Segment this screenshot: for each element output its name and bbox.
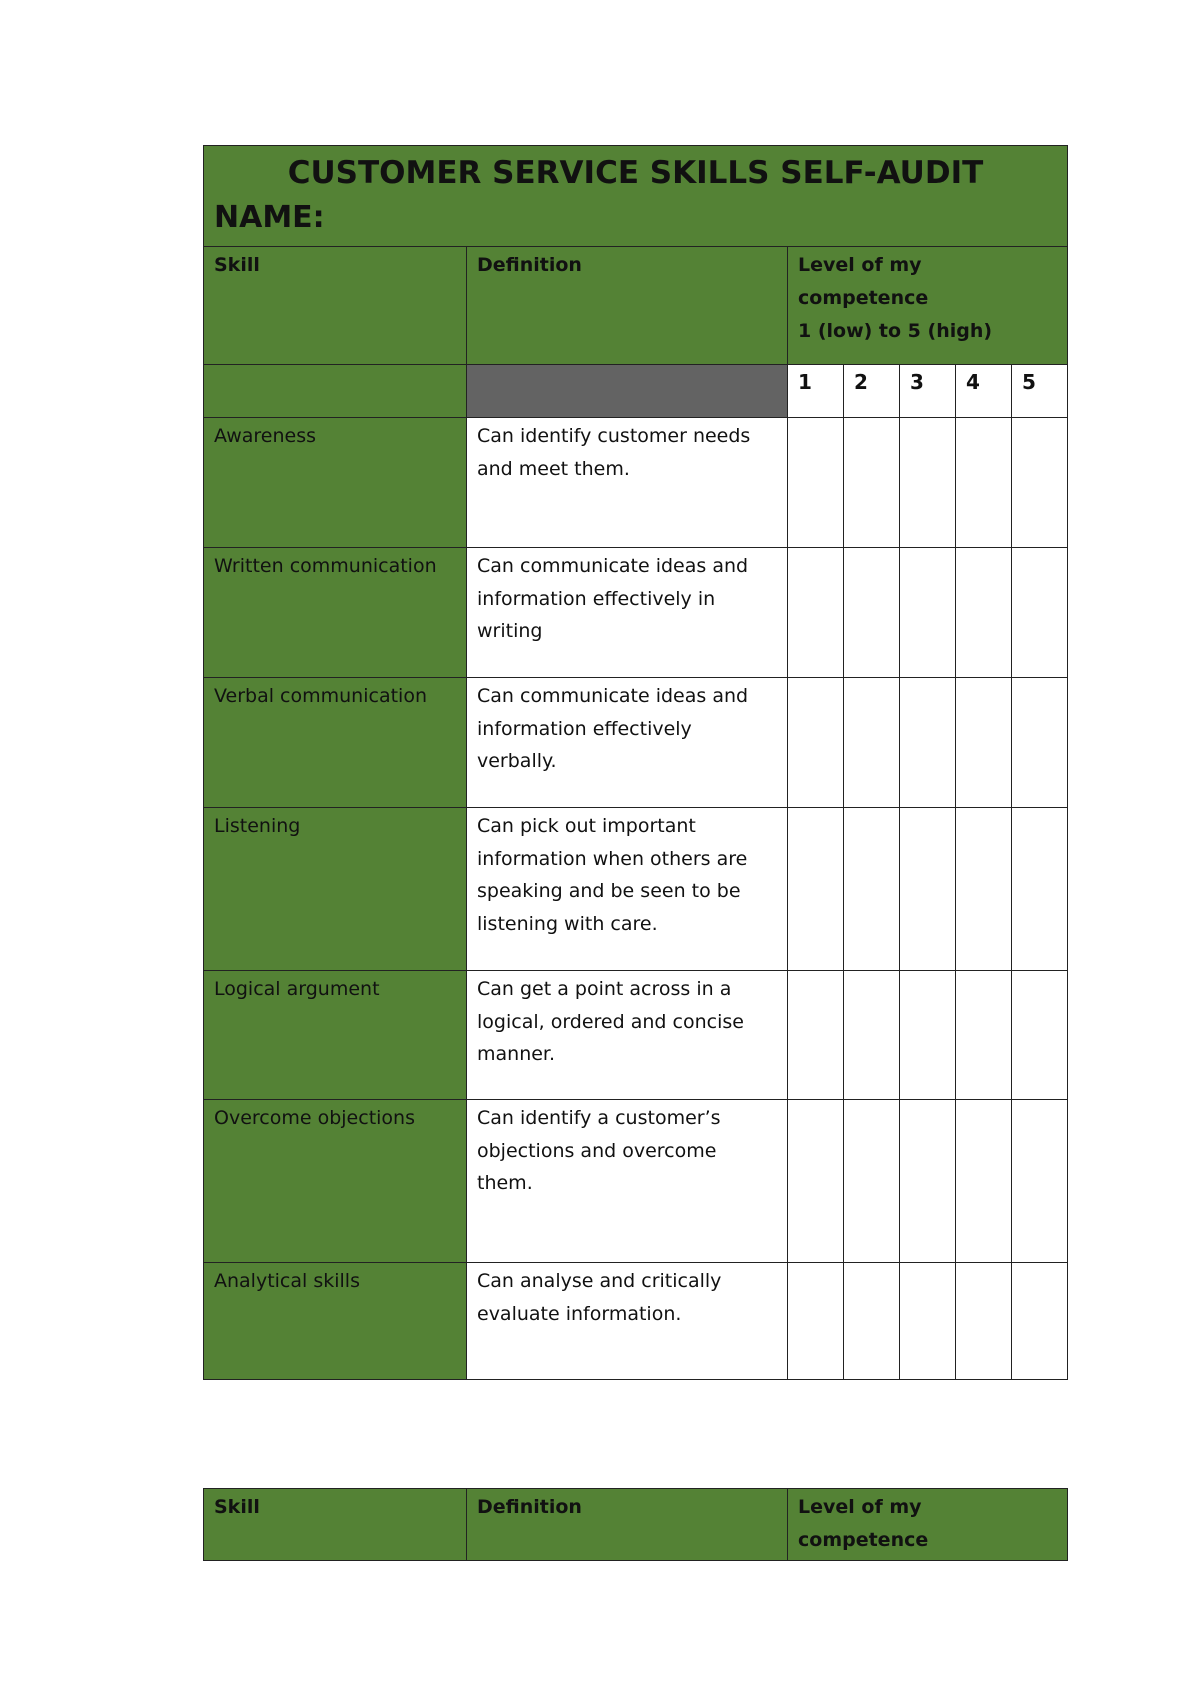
skill-cell: Analytical skills xyxy=(204,1263,467,1380)
skills-audit-table xyxy=(203,145,1068,1380)
table-row xyxy=(204,418,1068,548)
rating-cell-3[interactable] xyxy=(900,678,956,808)
definition-cell: Can pick out important information when others are speaking and be seen to be listening with care. xyxy=(467,808,788,971)
header-skill: Skill xyxy=(204,1489,467,1561)
rating-cell-5[interactable] xyxy=(1012,808,1068,971)
rating-cell-4[interactable] xyxy=(956,1100,1012,1263)
rating-cell-3[interactable] xyxy=(900,1100,956,1263)
rating-cell-3[interactable] xyxy=(900,971,956,1100)
definition-cell: Can get a point across in a logical, ordered and concise manner. xyxy=(467,971,788,1100)
rating-cell-4[interactable] xyxy=(956,678,1012,808)
rating-cell-5[interactable] xyxy=(1012,418,1068,548)
table-row xyxy=(204,1263,1068,1380)
header-definition: Definition xyxy=(467,247,788,365)
rating-cell-3[interactable] xyxy=(900,418,956,548)
rating-cell-5[interactable] xyxy=(1012,971,1068,1100)
level-row-skill-blank xyxy=(204,365,467,418)
level-2-header: 2 xyxy=(844,365,900,418)
rating-cell-2[interactable] xyxy=(844,1100,900,1263)
rating-cell-2[interactable] xyxy=(844,678,900,808)
definition-cell: Can identify a customer’s objections and overcome them. xyxy=(467,1100,788,1263)
rating-cell-1[interactable] xyxy=(788,678,844,808)
rating-cell-4[interactable] xyxy=(956,1263,1012,1380)
rating-cell-1[interactable] xyxy=(788,418,844,548)
rating-cell-4[interactable] xyxy=(956,548,1012,678)
definition-cell: Can analyse and critically evaluate information. xyxy=(467,1263,788,1380)
rating-cell-5[interactable] xyxy=(1012,548,1068,678)
rating-cell-4[interactable] xyxy=(956,808,1012,971)
rating-cell-2[interactable] xyxy=(844,548,900,678)
rating-cell-4[interactable] xyxy=(956,971,1012,1100)
skill-cell: Written communication xyxy=(204,548,467,678)
level-1-header: 1 xyxy=(788,365,844,418)
page-title: CUSTOMER SERVICE SKILLS SELF-AUDIT xyxy=(287,155,984,191)
rating-cell-5[interactable] xyxy=(1012,678,1068,808)
skills-audit-table-continued xyxy=(203,1488,1068,1561)
skill-cell: Verbal communication xyxy=(204,678,467,808)
definition-cell: Can identify customer needs and meet them. xyxy=(467,418,788,548)
rating-cell-2[interactable] xyxy=(844,1263,900,1380)
skill-cell: Awareness xyxy=(204,418,467,548)
header-definition: Definition xyxy=(467,1489,788,1561)
level-5-header: 5 xyxy=(1012,365,1068,418)
table-row xyxy=(204,808,1068,971)
rating-cell-2[interactable] xyxy=(844,971,900,1100)
rating-cell-4[interactable] xyxy=(956,418,1012,548)
rating-cell-2[interactable] xyxy=(844,418,900,548)
rating-cell-3[interactable] xyxy=(900,1263,956,1380)
rating-cell-3[interactable] xyxy=(900,548,956,678)
header-level xyxy=(788,247,1068,365)
header-level-line1: Level of my xyxy=(798,1496,922,1518)
skill-cell: Listening xyxy=(204,808,467,971)
table-row xyxy=(204,971,1068,1100)
level-4-header: 4 xyxy=(956,365,1012,418)
rating-cell-1[interactable] xyxy=(788,971,844,1100)
title-cell xyxy=(204,146,1068,247)
table-row xyxy=(204,548,1068,678)
skill-cell: Overcome objections xyxy=(204,1100,467,1263)
header-level xyxy=(788,1489,1068,1561)
header-level-line1: Level of my xyxy=(798,254,922,276)
table-row xyxy=(204,678,1068,808)
header-level-line3: 1 (low) to 5 (high) xyxy=(798,320,993,342)
definition-cell: Can communicate ideas and information effectively verbally. xyxy=(467,678,788,808)
rating-cell-1[interactable] xyxy=(788,1263,844,1380)
rating-cell-5[interactable] xyxy=(1012,1100,1068,1263)
header-level-line2: competence xyxy=(798,287,929,309)
header-level-line2: competence xyxy=(798,1529,929,1551)
header-skill: Skill xyxy=(204,247,467,365)
rating-cell-5[interactable] xyxy=(1012,1263,1068,1380)
definition-cell: Can communicate ideas and information effectively in writing xyxy=(467,548,788,678)
rating-cell-1[interactable] xyxy=(788,1100,844,1263)
skill-cell: Logical argument xyxy=(204,971,467,1100)
rating-cell-1[interactable] xyxy=(788,548,844,678)
level-3-header: 3 xyxy=(900,365,956,418)
rating-cell-3[interactable] xyxy=(900,808,956,971)
rating-cell-1[interactable] xyxy=(788,808,844,971)
rating-cell-2[interactable] xyxy=(844,808,900,971)
level-row-definition-blank xyxy=(467,365,788,418)
name-label: NAME: xyxy=(214,200,325,235)
table-row xyxy=(204,1100,1068,1263)
